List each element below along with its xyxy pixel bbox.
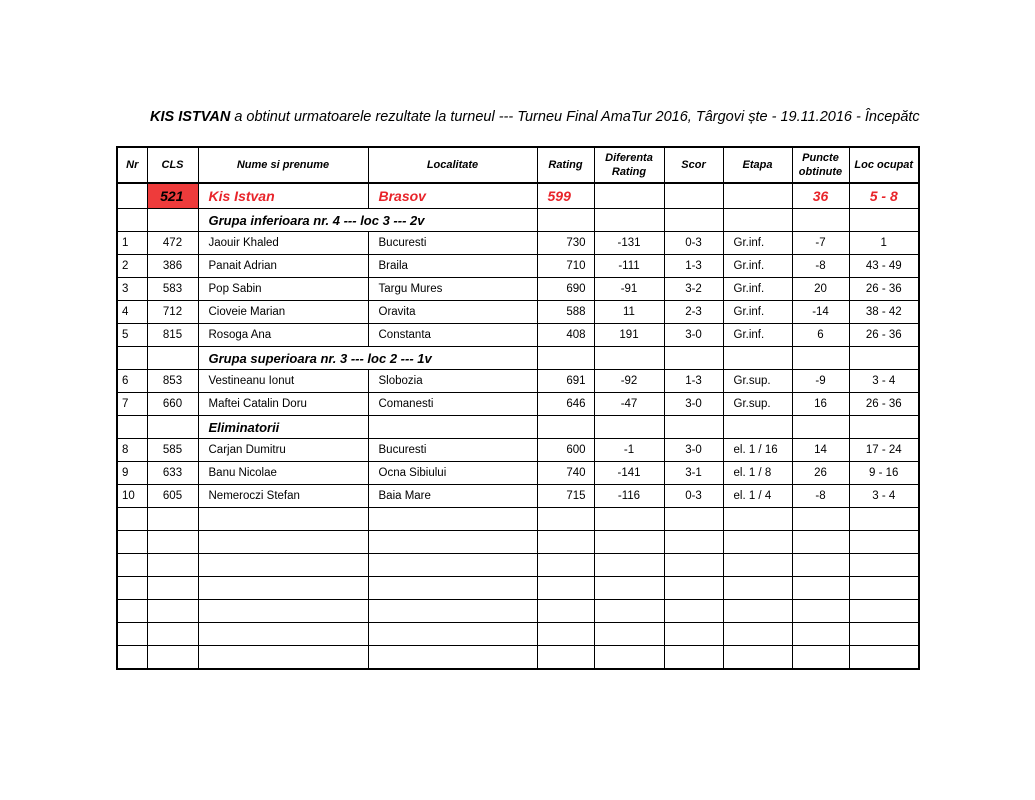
row-cls: 815 [147, 324, 198, 347]
row-stage: el. 1 / 4 [723, 485, 792, 508]
table-cell [664, 416, 723, 439]
table-cell [723, 600, 792, 623]
table-cell [664, 347, 723, 370]
table-row [117, 324, 919, 347]
row-rating: 730 [537, 232, 594, 255]
table-cell [537, 623, 594, 646]
title-player-name: KIS ISTVAN [150, 109, 231, 125]
row-stage: el. 1 / 16 [723, 439, 792, 462]
group-label: Eliminatorii [198, 416, 368, 439]
row-rating: 690 [537, 278, 594, 301]
table-cell [723, 623, 792, 646]
row-score: 0-3 [664, 232, 723, 255]
row-nr: 7 [117, 393, 147, 416]
row-score: 3-0 [664, 439, 723, 462]
row-name: Maftei Catalin Doru [198, 393, 368, 416]
row-place: 1 [849, 232, 919, 255]
row-diff: -116 [594, 485, 664, 508]
row-rating: 588 [537, 301, 594, 324]
row-diff: 191 [594, 324, 664, 347]
table-cell [594, 416, 664, 439]
row-name: Vestineanu Ionut [198, 370, 368, 393]
row-diff: -131 [594, 232, 664, 255]
row-name: Jaouir Khaled [198, 232, 368, 255]
row-nr: 6 [117, 370, 147, 393]
table-row [117, 278, 919, 301]
table-cell [368, 600, 537, 623]
row-score: 0-3 [664, 485, 723, 508]
table-cell [664, 623, 723, 646]
row-diff: -111 [594, 255, 664, 278]
table-cell [849, 600, 919, 623]
table-cell [117, 577, 147, 600]
table-cell [849, 646, 919, 670]
row-stage: Gr.inf. [723, 324, 792, 347]
row-stage: el. 1 / 8 [723, 462, 792, 485]
row-name: Pop Sabin [198, 278, 368, 301]
row-name: Rosoga Ana [198, 324, 368, 347]
table-cell [537, 209, 594, 232]
results-table [116, 146, 920, 670]
row-cls: 712 [147, 301, 198, 324]
table-cell [537, 347, 594, 370]
table-cell [792, 646, 849, 670]
group-row [117, 347, 919, 370]
table-cell [723, 347, 792, 370]
table-cell [368, 416, 537, 439]
row-name: Nemeroczi Stefan [198, 485, 368, 508]
document-title [150, 106, 930, 128]
row-points: -9 [792, 370, 849, 393]
row-place: 26 - 36 [849, 278, 919, 301]
player-row [117, 183, 919, 209]
table-cell [723, 646, 792, 670]
table-cell [664, 554, 723, 577]
row-score: 3-1 [664, 462, 723, 485]
table-cell [723, 531, 792, 554]
row-rating: 691 [537, 370, 594, 393]
row-locality: Targu Mures [368, 278, 537, 301]
table-cell [723, 183, 792, 209]
table-cell [368, 623, 537, 646]
table-cell [792, 209, 849, 232]
table-cell [792, 623, 849, 646]
table-cell [198, 531, 368, 554]
table-cell [849, 347, 919, 370]
row-points: -14 [792, 301, 849, 324]
row-stage: Gr.sup. [723, 393, 792, 416]
header-nr: Nr [117, 147, 147, 183]
table-cell [368, 508, 537, 531]
row-place: 17 - 24 [849, 439, 919, 462]
row-points: 20 [792, 278, 849, 301]
header-cls: CLS [147, 147, 198, 183]
table-cell [723, 416, 792, 439]
table-cell [537, 416, 594, 439]
group-label: Grupa superioara nr. 3 --- loc 2 --- 1v [198, 347, 537, 370]
table-row [117, 370, 919, 393]
empty-row [117, 554, 919, 577]
table-cell [117, 531, 147, 554]
table-row [117, 462, 919, 485]
row-score: 1-3 [664, 255, 723, 278]
row-stage: Gr.inf. [723, 255, 792, 278]
table-cell [792, 600, 849, 623]
table-cell [117, 623, 147, 646]
table-row [117, 232, 919, 255]
row-nr: 2 [117, 255, 147, 278]
header-locality: Localitate [368, 147, 537, 183]
row-points: -8 [792, 255, 849, 278]
row-name: Carjan Dumitru [198, 439, 368, 462]
row-cls: 633 [147, 462, 198, 485]
row-locality: Braila [368, 255, 537, 278]
table-cell [664, 577, 723, 600]
table-cell [117, 600, 147, 623]
table-cell [368, 531, 537, 554]
table-cell [117, 183, 147, 209]
row-diff: -47 [594, 393, 664, 416]
empty-row [117, 623, 919, 646]
player-place: 5 - 8 [849, 183, 919, 209]
row-rating: 408 [537, 324, 594, 347]
row-cls: 386 [147, 255, 198, 278]
table-cell [849, 623, 919, 646]
row-rating: 740 [537, 462, 594, 485]
group-row [117, 416, 919, 439]
row-nr: 1 [117, 232, 147, 255]
row-nr: 3 [117, 278, 147, 301]
row-points: 14 [792, 439, 849, 462]
player-name: Kis Istvan [198, 183, 368, 209]
row-diff: -1 [594, 439, 664, 462]
table-cell [147, 347, 198, 370]
table-cell [723, 209, 792, 232]
table-cell [198, 646, 368, 670]
table-cell [537, 600, 594, 623]
row-stage: Gr.inf. [723, 232, 792, 255]
table-cell [792, 508, 849, 531]
table-cell [849, 508, 919, 531]
table-cell [594, 508, 664, 531]
table-cell [147, 623, 198, 646]
table-cell [849, 577, 919, 600]
row-place: 38 - 42 [849, 301, 919, 324]
row-score: 1-3 [664, 370, 723, 393]
row-locality: Baia Mare [368, 485, 537, 508]
header-score: Scor [664, 147, 723, 183]
row-rating: 710 [537, 255, 594, 278]
row-score: 3-0 [664, 324, 723, 347]
row-diff: 11 [594, 301, 664, 324]
table-cell [147, 577, 198, 600]
header-diff: Diferenta Rating [594, 147, 664, 183]
row-score: 3-0 [664, 393, 723, 416]
table-cell [117, 416, 147, 439]
table-cell [117, 209, 147, 232]
row-name: Panait Adrian [198, 255, 368, 278]
table-row [117, 485, 919, 508]
row-diff: -141 [594, 462, 664, 485]
row-locality: Comanesti [368, 393, 537, 416]
table-cell [594, 347, 664, 370]
title-text: a obtinut urmatoarele rezultate la turneul --- Turneu Final AmaTur 2016, Târgovi ște - 19.11.2016 - Începătc [230, 109, 920, 125]
table-cell [849, 416, 919, 439]
row-score: 3-2 [664, 278, 723, 301]
row-diff: -91 [594, 278, 664, 301]
row-cls: 585 [147, 439, 198, 462]
table-cell [147, 416, 198, 439]
table-cell [117, 646, 147, 670]
table-cell [117, 554, 147, 577]
table-row [117, 255, 919, 278]
table-cell [537, 577, 594, 600]
header-row [117, 147, 919, 183]
row-stage: Gr.inf. [723, 278, 792, 301]
table-cell [117, 347, 147, 370]
table-cell [594, 600, 664, 623]
row-nr: 5 [117, 324, 147, 347]
table-cell [723, 554, 792, 577]
row-name: Cioveie Marian [198, 301, 368, 324]
empty-row [117, 600, 919, 623]
table-cell [594, 183, 664, 209]
empty-row [117, 646, 919, 670]
row-locality: Bucuresti [368, 232, 537, 255]
table-cell [368, 646, 537, 670]
table-cell [594, 623, 664, 646]
row-cls: 660 [147, 393, 198, 416]
table-cell [849, 554, 919, 577]
row-place: 26 - 36 [849, 324, 919, 347]
row-points: 16 [792, 393, 849, 416]
table-cell [537, 531, 594, 554]
table-cell [849, 531, 919, 554]
header-place: Loc ocupat [849, 147, 919, 183]
table-cell [198, 554, 368, 577]
table-cell [537, 508, 594, 531]
empty-row [117, 531, 919, 554]
table-cell [723, 508, 792, 531]
row-place: 3 - 4 [849, 370, 919, 393]
table-cell [594, 577, 664, 600]
row-place: 43 - 49 [849, 255, 919, 278]
table-cell [147, 646, 198, 670]
table-cell [792, 531, 849, 554]
row-points: -7 [792, 232, 849, 255]
table-row [117, 439, 919, 462]
table-cell [792, 347, 849, 370]
row-rating: 600 [537, 439, 594, 462]
row-diff: -92 [594, 370, 664, 393]
header-name: Nume si prenume [198, 147, 368, 183]
table-cell [147, 554, 198, 577]
table-cell [594, 646, 664, 670]
row-points: -8 [792, 485, 849, 508]
row-nr: 4 [117, 301, 147, 324]
player-locality: Brasov [368, 183, 537, 209]
row-cls: 583 [147, 278, 198, 301]
table-cell [849, 209, 919, 232]
row-cls: 853 [147, 370, 198, 393]
player-cls: 521 [147, 183, 198, 209]
row-nr: 8 [117, 439, 147, 462]
table-cell [117, 508, 147, 531]
table-cell [147, 531, 198, 554]
table-cell [792, 554, 849, 577]
row-stage: Gr.sup. [723, 370, 792, 393]
table-cell [537, 554, 594, 577]
row-points: 26 [792, 462, 849, 485]
row-name: Banu Nicolae [198, 462, 368, 485]
table-cell [664, 531, 723, 554]
table-cell [664, 508, 723, 531]
player-rating: 599 [537, 183, 594, 209]
row-rating: 715 [537, 485, 594, 508]
table-cell [594, 554, 664, 577]
table-cell [537, 646, 594, 670]
row-locality: Oravita [368, 301, 537, 324]
table-cell [198, 577, 368, 600]
table-cell [147, 600, 198, 623]
table-cell [792, 416, 849, 439]
row-rating: 646 [537, 393, 594, 416]
row-points: 6 [792, 324, 849, 347]
table-cell [198, 623, 368, 646]
row-score: 2-3 [664, 301, 723, 324]
table-cell [368, 577, 537, 600]
row-locality: Constanta [368, 324, 537, 347]
table-row [117, 393, 919, 416]
player-points: 36 [792, 183, 849, 209]
row-stage: Gr.inf. [723, 301, 792, 324]
table-cell [664, 183, 723, 209]
table-row [117, 301, 919, 324]
group-label: Grupa inferioara nr. 4 --- loc 3 --- 2v [198, 209, 537, 232]
table-cell [664, 646, 723, 670]
table-cell [664, 209, 723, 232]
row-place: 9 - 16 [849, 462, 919, 485]
empty-row [117, 508, 919, 531]
table-cell [792, 577, 849, 600]
table-cell [198, 600, 368, 623]
table-cell [198, 508, 368, 531]
row-locality: Ocna Sibiului [368, 462, 537, 485]
row-locality: Bucuresti [368, 439, 537, 462]
row-place: 26 - 36 [849, 393, 919, 416]
table-cell [594, 209, 664, 232]
table-cell [147, 508, 198, 531]
table-cell [664, 600, 723, 623]
header-rating: Rating [537, 147, 594, 183]
row-locality: Slobozia [368, 370, 537, 393]
group-row [117, 209, 919, 232]
table-cell [368, 554, 537, 577]
row-nr: 10 [117, 485, 147, 508]
table-cell [594, 531, 664, 554]
table-cell [147, 209, 198, 232]
row-cls: 472 [147, 232, 198, 255]
row-nr: 9 [117, 462, 147, 485]
row-cls: 605 [147, 485, 198, 508]
header-points: Puncte obtinute [792, 147, 849, 183]
header-stage: Etapa [723, 147, 792, 183]
empty-row [117, 577, 919, 600]
table-cell [723, 577, 792, 600]
row-place: 3 - 4 [849, 485, 919, 508]
